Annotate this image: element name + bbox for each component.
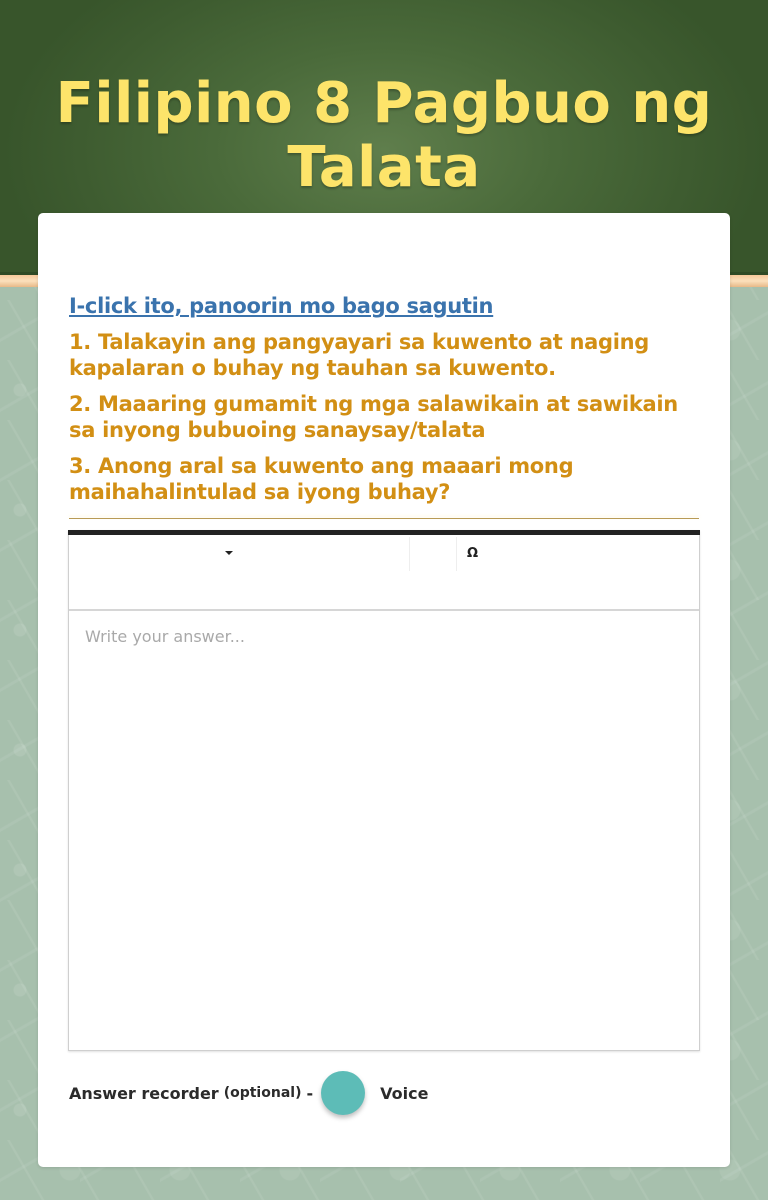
video-link[interactable]: I-click ito, panoorin mo bago sagutin (69, 294, 494, 318)
voice-label: Voice (380, 1083, 429, 1103)
special-characters-button[interactable] (467, 543, 491, 565)
format-dropdown[interactable] (69, 535, 409, 571)
record-voice-button[interactable] (321, 1071, 365, 1115)
rich-text-editor (68, 530, 700, 1051)
question-card (38, 213, 730, 1167)
omega-icon: Ω (467, 546, 479, 561)
caret-down-icon (225, 551, 233, 555)
recorder-optional-label: (optional) (223, 1085, 302, 1101)
answer-input[interactable] (69, 613, 699, 1050)
recorder-label: Answer recorder (69, 1083, 219, 1103)
answer-recorder (69, 1070, 669, 1116)
toolbar-empty-slot (410, 535, 456, 571)
page-title: Filipino 8 Pagbuo ng Talata (55, 71, 713, 200)
question-prompt (69, 293, 701, 515)
question-item-3: 3. Anong aral sa kuwento ang maaari mong maihahalintulad sa iyong buhay? (69, 454, 574, 504)
question-item-1: 1. Talakayin ang pangyayari sa kuwento at naging kapalaran o buhay ng tauhan sa kuwento. (69, 330, 650, 380)
editor-toolbar (69, 535, 699, 611)
toolbar-separator (456, 537, 457, 571)
question-item-2: 2. Maaaring gumamit ng mga salawikain at sawikain sa inyong bubuoing sanaysay/talata (69, 392, 678, 442)
prompt-divider (69, 518, 699, 519)
recorder-dash: - (306, 1083, 314, 1103)
